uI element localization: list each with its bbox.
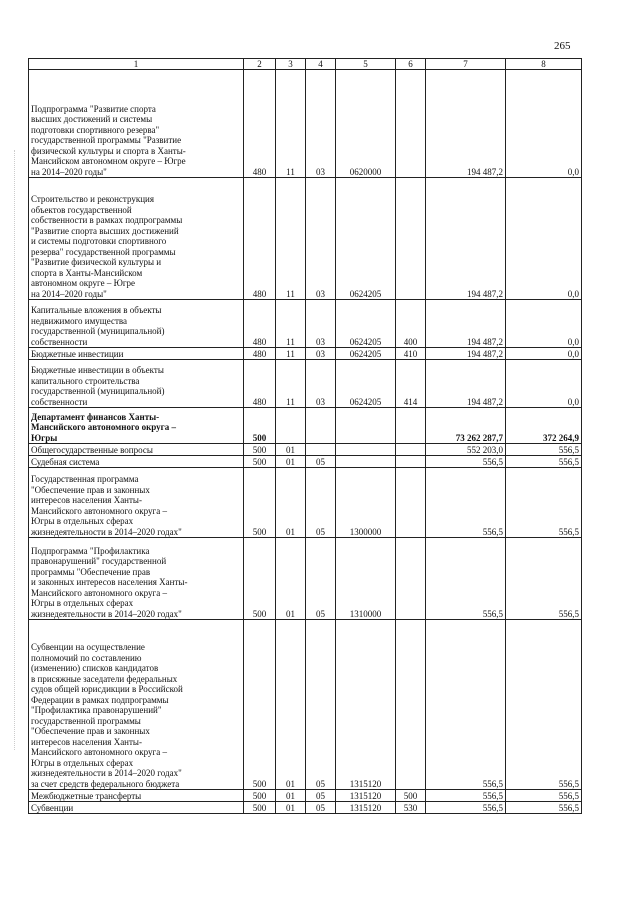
row-name: Судебная система: [29, 456, 244, 468]
cell-target: 0624205: [336, 348, 396, 360]
cell-expense-type: [396, 408, 426, 444]
cell-expense-type: 400: [396, 300, 426, 348]
table-row: [29, 538, 582, 620]
cell-amount-federal: 556,5: [506, 802, 582, 814]
col-header: 2: [244, 59, 276, 70]
cell-expense-type: [396, 468, 426, 538]
cell-code: 500: [244, 456, 276, 468]
cell-section: 01: [276, 468, 306, 538]
cell-subsection: 03: [306, 300, 336, 348]
cell-section: 01: [276, 444, 306, 456]
cell-section: 11: [276, 348, 306, 360]
table-row: [29, 178, 582, 300]
cell-subsection: 05: [306, 538, 336, 620]
cell-subsection: [306, 444, 336, 456]
cell-section: 01: [276, 790, 306, 802]
cell-amount: 556,5: [426, 790, 506, 802]
cell-amount: 556,5: [426, 456, 506, 468]
cell-subsection: 05: [306, 620, 336, 790]
cell-section: 11: [276, 178, 306, 300]
cell-amount-federal: 0,0: [506, 300, 582, 348]
cell-subsection: 03: [306, 360, 336, 408]
row-name: Бюджетные инвестиции: [29, 348, 244, 360]
row-name: Межбюджетные трансферты: [29, 790, 244, 802]
cell-subsection: 05: [306, 790, 336, 802]
cell-target: [336, 456, 396, 468]
col-header: 6: [396, 59, 426, 70]
cell-amount-federal: 556,5: [506, 790, 582, 802]
row-name: Департамент финансов Ханты- Мансийского автономного округа – Югры: [29, 408, 244, 444]
col-header: 7: [426, 59, 506, 70]
cell-amount-federal: 556,5: [506, 538, 582, 620]
cell-section: 11: [276, 70, 306, 178]
cell-amount: 556,5: [426, 620, 506, 790]
cell-target: 1300000: [336, 468, 396, 538]
cell-subsection: 03: [306, 70, 336, 178]
row-name: Общегосударственные вопросы: [29, 444, 244, 456]
col-header: 5: [336, 59, 396, 70]
table-row: [29, 444, 582, 456]
cell-amount-federal: 0,0: [506, 348, 582, 360]
cell-code: 500: [244, 802, 276, 814]
cell-expense-type: 500: [396, 790, 426, 802]
table-row: [29, 790, 582, 802]
cell-section: [276, 408, 306, 444]
cell-target: [336, 408, 396, 444]
cell-amount-federal: 0,0: [506, 70, 582, 178]
cell-code: 500: [244, 408, 276, 444]
page-number: 265: [554, 40, 571, 52]
row-name: Субвенции: [29, 802, 244, 814]
row-name: Бюджетные инвестиции в объекты капитального строительства государственной (муниципальной) собственности: [29, 360, 244, 408]
cell-target: 1315120: [336, 620, 396, 790]
cell-subsection: 03: [306, 348, 336, 360]
col-header: 4: [306, 59, 336, 70]
col-header: 1: [29, 59, 244, 70]
cell-code: 500: [244, 538, 276, 620]
cell-code: 500: [244, 620, 276, 790]
budget-table: [28, 58, 582, 814]
cell-code: 500: [244, 790, 276, 802]
table-row: [29, 802, 582, 814]
cell-amount-federal: 556,5: [506, 444, 582, 456]
cell-amount-federal: 556,5: [506, 468, 582, 538]
table-row: [29, 456, 582, 468]
cell-code: 500: [244, 444, 276, 456]
cell-target: 0624205: [336, 178, 396, 300]
cell-amount: 194 487,2: [426, 178, 506, 300]
row-name: Подпрограмма "Развитие спорта высших достижений и системы подготовки спортивного резерва" государственной программы "Развитие физической культуры и спорта в Ханты- Мансийском автономном округе – Югре на 2014–2020 годы": [29, 70, 244, 178]
cell-expense-type: [396, 444, 426, 456]
table-row: [29, 348, 582, 360]
row-name: Подпрограмма "Профилактика правонарушений" государственной программы "Обеспечение прав и законных интересов населения Ханты- Мансийского автономного округа – Югры в отдельных сферах жизнедеятельности в 2014–2020 годах": [29, 538, 244, 620]
cell-code: 480: [244, 178, 276, 300]
cell-section: 11: [276, 300, 306, 348]
cell-expense-type: 530: [396, 802, 426, 814]
cell-amount: 552 203,0: [426, 444, 506, 456]
row-name: Государственная программа "Обеспечение прав и законных интересов населения Ханты- Мансийского автономного округа – Югры в отдельных сферах жизнедеятельности в 2014–2020 годах": [29, 468, 244, 538]
cell-subsection: 05: [306, 468, 336, 538]
cell-amount: 556,5: [426, 538, 506, 620]
cell-expense-type: [396, 620, 426, 790]
cell-section: 01: [276, 538, 306, 620]
cell-section: 01: [276, 456, 306, 468]
col-header: 8: [506, 59, 582, 70]
cell-expense-type: [396, 538, 426, 620]
cell-code: 500: [244, 468, 276, 538]
col-header: 3: [276, 59, 306, 70]
cell-amount: 194 487,2: [426, 300, 506, 348]
cell-section: 11: [276, 360, 306, 408]
cell-amount: 194 487,2: [426, 360, 506, 408]
table-row: [29, 300, 582, 348]
cell-subsection: 03: [306, 178, 336, 300]
cell-amount-federal: 0,0: [506, 178, 582, 300]
cell-amount-federal: 0,0: [506, 360, 582, 408]
cell-amount: 556,5: [426, 802, 506, 814]
cell-expense-type: [396, 70, 426, 178]
cell-target: [336, 444, 396, 456]
table-row: [29, 360, 582, 408]
cell-target: 0624205: [336, 360, 396, 408]
cell-amount: 556,5: [426, 468, 506, 538]
cell-section: 01: [276, 802, 306, 814]
cell-section: 01: [276, 620, 306, 790]
cell-subsection: 05: [306, 802, 336, 814]
cell-code: 480: [244, 300, 276, 348]
cell-expense-type: 414: [396, 360, 426, 408]
cell-expense-type: [396, 178, 426, 300]
cell-amount-federal: 372 264,9: [506, 408, 582, 444]
cell-expense-type: [396, 456, 426, 468]
row-name: Строительство и реконструкция объектов государственной собственности в рамках подпрограммы "Развитие спорта высших достижений и системы подготовки спортивного резерва" государственной программы "Развитие физической культуры и спорта в Ханты-Мансийском автономном округе – Югре на 2014–2020 годы": [29, 178, 244, 300]
cell-code: 480: [244, 70, 276, 178]
cell-amount-federal: 556,5: [506, 456, 582, 468]
row-name: Капитальные вложения в объекты недвижимого имущества государственной (муниципальной) собственности: [29, 300, 244, 348]
table-row: [29, 468, 582, 538]
cell-expense-type: 410: [396, 348, 426, 360]
cell-target: 0624205: [336, 300, 396, 348]
cell-amount-federal: 556,5: [506, 620, 582, 790]
cell-subsection: [306, 408, 336, 444]
cell-code: 480: [244, 348, 276, 360]
cell-target: 1315120: [336, 790, 396, 802]
table-row: [29, 408, 582, 444]
header-row: [29, 59, 582, 70]
cell-amount: 73 262 287,7: [426, 408, 506, 444]
cell-subsection: 05: [306, 456, 336, 468]
row-name: Субвенции на осуществление полномочий по составлению (изменению) списков кандидатов в присяжные заседатели федеральных судов общей юрисдикции в Российской Федерации в рамках подпрограммы "Профилактика правонарушений" государственной программы "Обеспечение прав и законных интересов населения Ханты- Мансийского автономного округа – Югры в отдельных сферах жизнедеятельности в 2014–2020 годах" за счет средств федерального бюджета: [29, 620, 244, 790]
cell-amount: 194 487,2: [426, 70, 506, 178]
table-row: [29, 70, 582, 178]
margin-mark: [14, 150, 16, 750]
cell-target: 0620000: [336, 70, 396, 178]
cell-code: 480: [244, 360, 276, 408]
cell-amount: 194 487,2: [426, 348, 506, 360]
cell-target: 1310000: [336, 538, 396, 620]
cell-target: 1315120: [336, 802, 396, 814]
table-row: [29, 620, 582, 790]
